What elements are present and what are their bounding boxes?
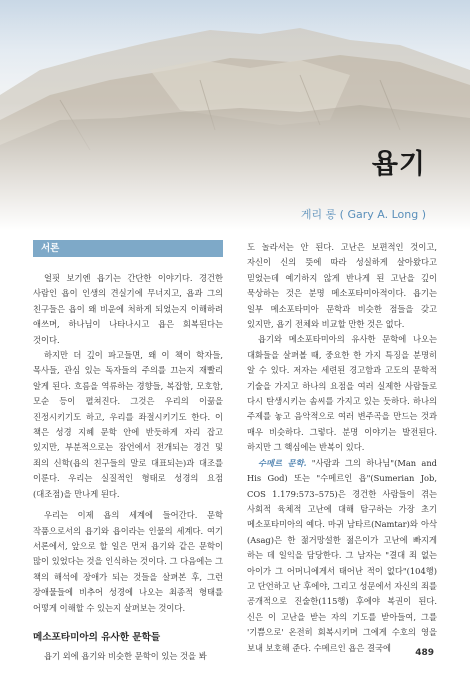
intro-paragraph-2: 하지만 더 깊이 파고들면, 왜 이 책이 학자들, 목사들, 관심 있는 독자들의 주의를 끄는지 재빨리 알게 된다. 흐름을 역류하는 경향들, 복잡함, 모호함, 모순 등이 펼쳐진다. 그것은 우리의 이끎을 진정시키기도 하고, 우리를 좌절시키기도 한다. 이 책은 성경 지혜 문학 안에 반듯하게 자리 잡고 있지만, 부분적으로는 잠언에서 전개되는 경건 및 죄의 신학(욥의 친구들의 말로 대표되는)과 대조를 이룬다. 우리는 실질적인 형태로 성경의 요점(대조점)을 만나게 된다. (33, 350, 223, 499)
mountain-illustration (0, 0, 470, 230)
intro-paragraph-3: 우리는 이제 욥의 세계에 들어간다. 문학 작품으로서의 욥기와 욥이라는 인물의 세계다. 여기 서론에서, 앞으로 할 일은 먼저 욥기와 같은 문학이 많이 있었다는 것을 인식하는 것이다. 그 다음에는 그 책의 해석에 장애가 되는 것들을 살펴본 후, 그런 장애물들에 비추어 성경에 나오는 최종적 형태를 어떻게 이해할 수 있는지 살펴보는 것이다. (33, 510, 223, 613)
author-name: 게리 롱 ( Gary A. Long ) (300, 208, 426, 221)
page-title: 욥기 (371, 149, 426, 180)
mesopotamia-paragraph-1-start: 욥기 외에 욥기와 비슷한 문학이 있는 것을 봐 (44, 651, 207, 662)
sumerian-paragraph (247, 456, 437, 656)
right-column (247, 240, 437, 656)
section-heading-intro: 서론 (33, 240, 223, 257)
mesopotamia-paragraph-2: 욥기와 메소포타미아의 유사한 문학에 나오는 대화들을 살펴볼 때, 중요한 한 가지 특징을 분명히 알 수 있다. 저자는 세련된 경고함과 고도의 문학적 기술을 가지고 하나의 요점을 여러 실제한 사람들로 다시 탄생시키는 솜씨를 가지고 있는 듯하다. 하나의 주제를 놓고 음악적으로 여러 변주곡을 만드는 것과 매우 비슷하다. 그렇다. 분명 이야기는 발전된다. 하지만 그 핵심에는 반복이 있다. (247, 334, 437, 453)
mesopotamia-paragraph-1-continued: 도 놀라서는 안 된다. 고난은 보편적인 것이고, 자신이 신의 뜻에 따라 성실하게 살아왔다고 믿었는데 예기하지 않게 반나게 된 고난을 깊이 묵상하는 것은 분명 메소포타미아적이다. 욥기는 일부 메소포타미아 문학과 비슷한 점들을 갖고 있지만, 욥기 전체와 비교할 만한 것은 없다. (247, 242, 437, 330)
subheading-mesopotamia: 메소포타미아의 유사한 문학들 (33, 631, 161, 643)
sumerian-heading: 수메르 문학. (258, 457, 307, 468)
hero-landscape-image (0, 0, 470, 230)
sumerian-text: "사람과 그의 하나님"(Man and His God) 또는 "수메르인 욥"(Sumerian Job, COS 1.179:573–575)은 경건한 사람들이 겪는 사회적 육체적 고난에 대해 탐구하는 가장 초기 메소포타미아의 예다. 마귀 남타르(Namtar)와 아삭(Asag)은 한 젊거망설한 젊은이가 고난에 빠지게 하는 데 일익을 담당한다. 그 남자는 "결대 죄 없는 아이가 그 어머니에게서 태어난 적이 없다"(104행)고 단언하고 난 후에야, 그리고 성문에서 자신의 죄를 공개적으로 진술한(115행) 후에야 복권이 된다. 신은 이 고난을 받는 자의 기도를 받아들여, 그를 '기쁨으로' 온전히 회복시키며 그에게 수호의 영을 보내 보호해 준다. 수메르인 욥은 결국에 (247, 457, 437, 653)
page-number: 489 (415, 648, 434, 658)
left-column (33, 240, 223, 664)
intro-paragraph-1: 얼핏 보기엔 욥기는 간단한 이야기다. 경건한 사람인 욥이 인생의 견실기에 무너지고, 욥과 그의 친구들은 욥이 왜 비운에 처하게 되었는지 이해하려 애쓰며, 하나님이 나타나시고 욥은 회복된다는 것이다. (33, 273, 223, 345)
